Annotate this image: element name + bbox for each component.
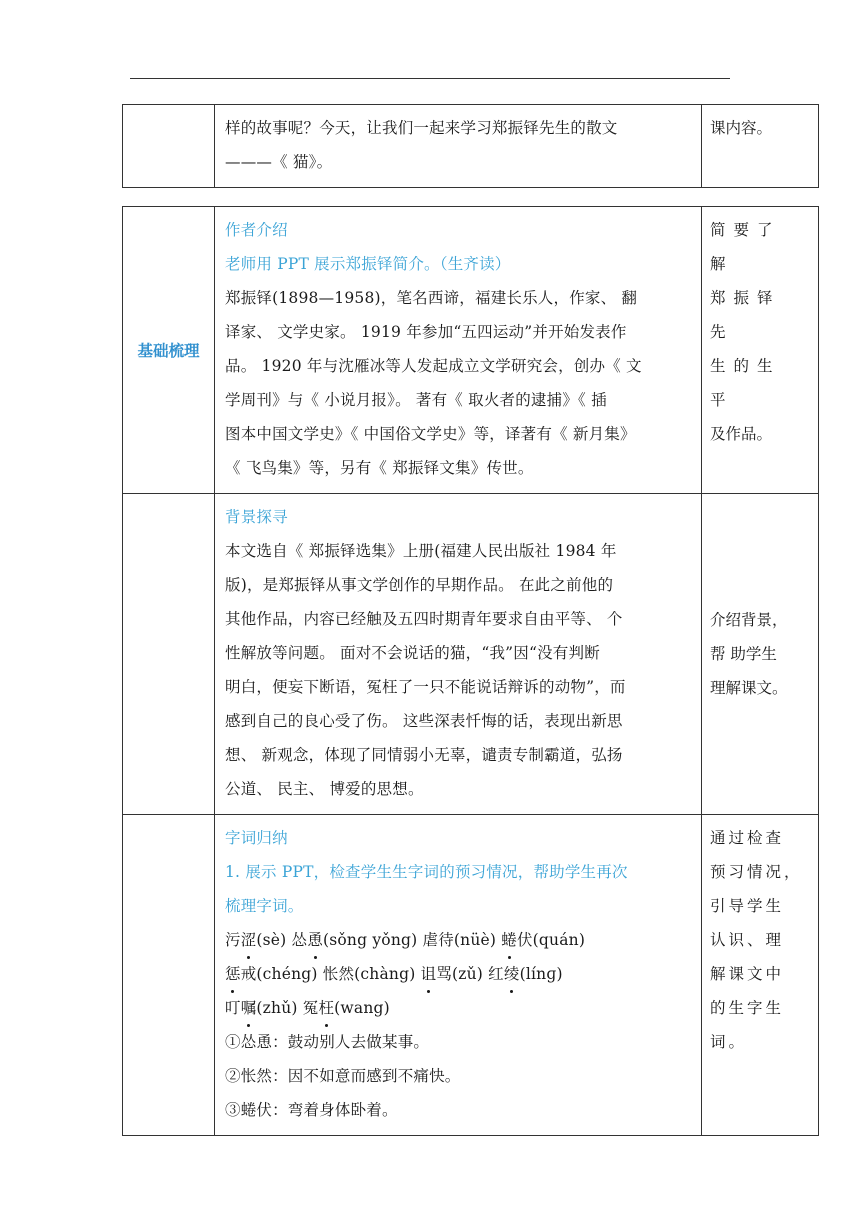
stage-cell: [123, 105, 215, 188]
text-line: 品。 1920 年与沈雁冰等人发起成立文学研究会，创办《 文: [225, 357, 642, 375]
content-cell: [215, 207, 702, 494]
note-cell: [702, 494, 819, 815]
text-line: 明白，便妄下断语，冤枉了一只不能说话辩诉的动物”，而: [225, 678, 626, 696]
dotted-char: 绫: [504, 957, 520, 991]
note-cell: [702, 207, 819, 494]
table-row: [123, 815, 819, 1136]
text-line: 感到自己的良心受了伤。 这些深表忏悔的话，表现出新思: [225, 712, 623, 730]
note-line: 生的生: [710, 357, 781, 375]
text-line: 图本中国文学史》《 中国俗文学史》等，译著有《 新月集》: [225, 425, 636, 443]
text-line: 公道、 民主、 博爱的思想。: [225, 780, 424, 798]
stage-cell: [123, 494, 215, 815]
content-cell: [215, 494, 702, 815]
text-line: 《 飞鸟集》等，另有《 郑振铎文集》传世。: [225, 459, 534, 477]
section-heading: 背景探寻: [225, 508, 288, 526]
note-line: 帮 助学生: [710, 645, 777, 663]
content-cell: [215, 815, 702, 1136]
dotted-char: 蜷: [501, 923, 517, 957]
definition-line: ②怅然：因不如意而感到不痛快。: [225, 1067, 461, 1085]
vocab-line: 叮嘱(zhǔ) 冤枉(wang): [225, 991, 691, 1025]
note-line: 认识、理: [710, 931, 785, 949]
table-row: [123, 207, 819, 494]
note-cell: [702, 105, 819, 188]
note-line: 郑振铎: [710, 289, 781, 307]
definition-line: ①怂恿：鼓动别人去做某事。: [225, 1033, 430, 1051]
dotted-char: 嘱: [241, 991, 257, 1025]
note-cell: [702, 815, 819, 1136]
text-line: 郑振铎(1898—1958)，笔名西谛，福建长乐人，作家、 翻: [225, 289, 638, 307]
note-line: 的生字生: [710, 999, 785, 1017]
definition-line: ③蜷伏：弯着身体卧着。: [225, 1101, 398, 1119]
stage-cell: [123, 815, 215, 1136]
dotted-char: 诅: [421, 957, 437, 991]
text-line: 想、 新观念，体现了同情弱小无辜，谴责专制霸道，弘扬: [225, 746, 623, 764]
text-line: 其他作品，内容已经触及五四时期青年要求自由平等、 个: [225, 610, 623, 628]
note-line: 平: [710, 391, 726, 409]
note-line: 词。: [710, 1033, 748, 1051]
lesson-table-top: [122, 104, 819, 188]
table-row: [123, 105, 819, 188]
stage-cell: [123, 207, 215, 494]
dotted-char: 惩: [225, 957, 241, 991]
note-line: 引导学生: [710, 897, 785, 915]
text-line: 性解放等问题。 面对不会说话的猫，“我”因“没有判断: [225, 644, 600, 662]
note-line: 通过检查: [710, 829, 785, 847]
dotted-char: 恿: [307, 923, 323, 957]
text-line: 译家、 文学史家。 1919 年参加“五四运动”并开始发表作: [225, 323, 627, 341]
section-subheading: 老师用 PPT 展示郑振铎简介。（生齐读）: [225, 255, 511, 273]
note-line: 及作品。: [710, 425, 773, 443]
text-line: 本文选自《 郑振铎选集》上册(福建人民出版社 1984 年: [225, 542, 617, 560]
text-line: 样的故事呢？今天，让我们一起来学习郑振铎先生的散文: [225, 119, 618, 137]
header-rule: [130, 78, 730, 79]
note-line: 课内容。: [710, 119, 773, 137]
stage-label: 基础梳理: [137, 342, 200, 360]
text-line: 学周刊》与《 小说月报》。 著有《 取火者的逮捕》《 插: [225, 391, 607, 409]
note-line: 简要了: [710, 221, 781, 239]
note-line: 解: [710, 255, 726, 273]
note-line: 介绍背景，: [710, 611, 788, 629]
section-subheading: 1. 展示 PPT，检查学生生字词的预习情况，帮助学生再次: [225, 863, 628, 881]
text-line: ———《 猫》。: [225, 153, 333, 171]
note-line: 预习情况，: [710, 863, 803, 881]
section-heading: 字词归纳: [225, 829, 288, 847]
text-line: 版)，是郑振铎从事文学创作的早期作品。 在此之前他的: [225, 576, 614, 594]
dotted-char: 涩: [241, 923, 257, 957]
note-line: 理解课文。: [710, 679, 788, 697]
vocab-line: 污涩(sè) 怂恿(sǒng yǒng) 虐待(nüè) 蜷伏(quán): [225, 923, 691, 957]
note-line: 先: [710, 323, 726, 341]
section-heading: 作者介绍: [225, 221, 288, 239]
section-subheading: 梳理字词。: [225, 897, 304, 915]
lesson-table-main: [122, 206, 819, 1136]
table-row: [123, 494, 819, 815]
note-line: 解课文中: [710, 965, 785, 983]
vocab-line: 惩戒(chéng) 怅然(chàng) 诅骂(zǔ) 红绫(línɡ): [225, 957, 691, 991]
dotted-char: 枉: [318, 991, 334, 1025]
content-cell: [215, 105, 702, 188]
